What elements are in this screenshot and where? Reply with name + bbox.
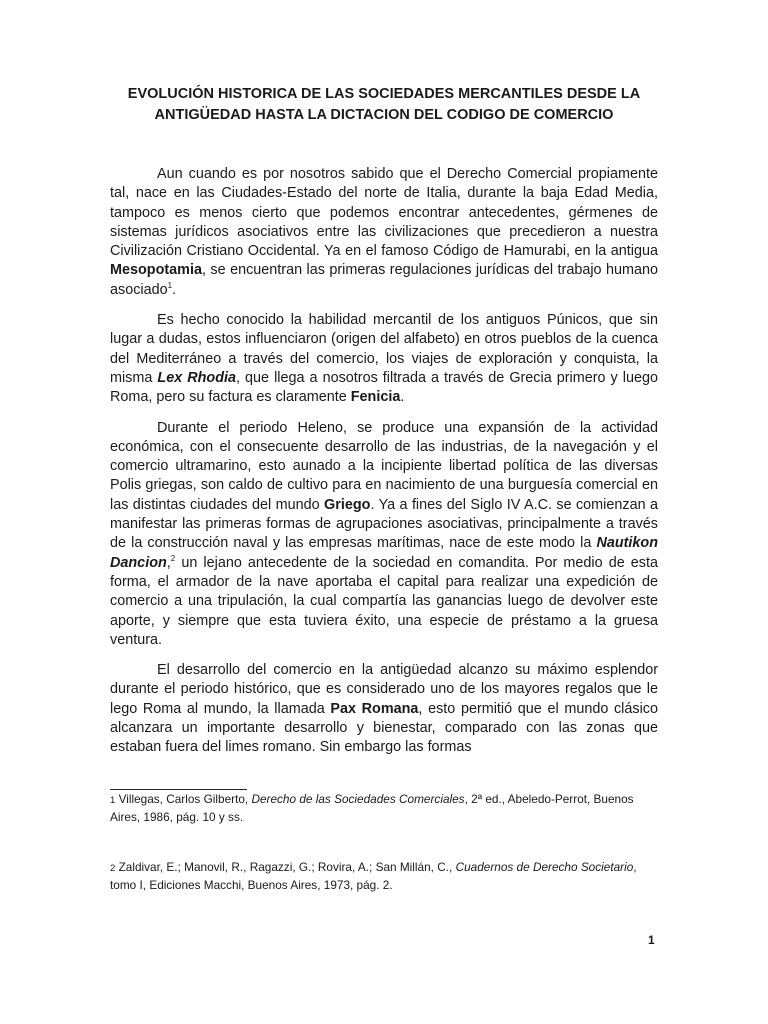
text-run: . bbox=[400, 389, 405, 406]
bold-italic-term-nautikon-dancion: Nautikon Dancion bbox=[110, 535, 658, 571]
footnote-number: 1 bbox=[110, 795, 116, 806]
paragraph-1 bbox=[110, 165, 658, 300]
footnote-author: Zaldivar, E.; Manovil, R., Ragazzi, G.; Rovira, A.; San Millán, C., bbox=[115, 860, 456, 874]
text-run: un lejano antecedente de la sociedad en comandita. Por medio de esta forma, el armador de la nave aportaba el capital para realizar una expedición de comercio a una tripulación, la cual compartía las ganancias luego de devolver este aporte, y siempre que esta tuviera éxito, una especie de préstamo a la gruesa ventura. bbox=[110, 554, 658, 648]
paragraph-2 bbox=[110, 311, 658, 407]
title-line-2: ANTIGÜEDAD HASTA LA DICTACION DEL CODIGO DE COMERCIO bbox=[154, 107, 614, 123]
footnote-2 bbox=[110, 859, 658, 894]
footnote-separator bbox=[110, 789, 247, 790]
body-text bbox=[110, 165, 658, 769]
text-run: Durante el periodo Heleno, se produce una expansión de la actividad económica, con el consecuente desarrollo de las industrias, de la navegación y el comercio ultramarino, esto aunado a la incipiente libertad política de las diversas Polis griegas, son caldo de cultivo para en nacimiento de una burguesía comercial en las distintas ciudades del mundo bbox=[110, 419, 658, 513]
document-title bbox=[100, 84, 668, 126]
bold-term-griego: Griego bbox=[324, 496, 371, 513]
footnote-1 bbox=[110, 791, 658, 826]
footnote-number: 2 bbox=[110, 863, 116, 874]
text-run: , esto permitió que el mundo clásico alcanzara un importante desarrollo y bienestar, comparado con las zonas que estaban fuera del limes romano. Sin embargo las formas bbox=[110, 700, 658, 756]
paragraph-4 bbox=[110, 661, 658, 757]
bold-italic-term-lex-rhodia: Lex Rhodia bbox=[157, 369, 237, 386]
text-run: , que llega a nosotros filtrada a través de Grecia primero y luego Roma, pero su factura es claramente bbox=[110, 369, 658, 406]
text-run: . Ya a fines del Siglo IV A.C. se comienzan a manifestar las primeras formas de agrupaciones asociativas, principalmente a través de la construcción naval y las empresas marítimas, nace de este modo la bbox=[110, 496, 658, 552]
footnote-details: , 2ª ed., Abeledo-Perrot, Buenos Aires, 1986, pág. 10 y ss. bbox=[110, 792, 634, 824]
footnote-work-title: Cuadernos de Derecho Societario bbox=[455, 860, 634, 874]
footnote-work-title: Derecho de las Sociedades Comerciales bbox=[251, 792, 465, 806]
text-run: , se encuentran las primeras regulaciones jurídicas del trabajo humano asociado bbox=[110, 262, 658, 298]
title-line-1: EVOLUCIÓN HISTORICA DE LAS SOCIEDADES MERCANTILES DESDE LA bbox=[127, 86, 641, 102]
page-number: 1 bbox=[648, 933, 655, 947]
bold-term-fenicia: Fenicia bbox=[350, 389, 401, 406]
bold-term-pax-romana: Pax Romana bbox=[330, 700, 419, 717]
footnote-ref-2[interactable]: 2 bbox=[170, 553, 176, 563]
text-run: . bbox=[172, 281, 177, 298]
text-run: El desarrollo del comercio en la antigüedad alcanzo su máximo esplendor durante el periodo histórico, que es considerado uno de los mayores regalos que le lego Roma al mundo, la llamada bbox=[110, 662, 658, 717]
footnote-details: , tomo I, Ediciones Macchi, Buenos Aires, 1973, pág. 2. bbox=[110, 860, 637, 892]
footnote-ref-1[interactable]: 1 bbox=[167, 280, 173, 290]
text-run: , bbox=[166, 554, 171, 571]
footnote-author: Villegas, Carlos Gilberto, bbox=[115, 792, 252, 806]
bold-term-mesopotamia: Mesopotamia bbox=[110, 262, 202, 279]
text-run: Es hecho conocido la habilidad mercantil de los antiguos Púnicos, que sin lugar a dudas, estos influenciaron (origen del alfabeto) en otros pueblos de la cuenca del Mediterráneo a través del comercio, los viajes de exploración y conquista, la misma bbox=[110, 312, 658, 386]
paragraph-3 bbox=[110, 419, 658, 651]
text-run: Aun cuando es por nosotros sabido que el Derecho Comercial propiamente tal, nace en las Ciudades-Estado del norte de Italia, durante la baja Edad Media, tampoco es menos cierto que podemos encontrar antecedentes, gérmenes de sistemas jurídicos asociativos entre las civilizaciones que precedieron a nuestra Civilización Cristiano Occidental. Ya en el famoso Código de Hamurabi, en la antigua bbox=[110, 166, 658, 260]
